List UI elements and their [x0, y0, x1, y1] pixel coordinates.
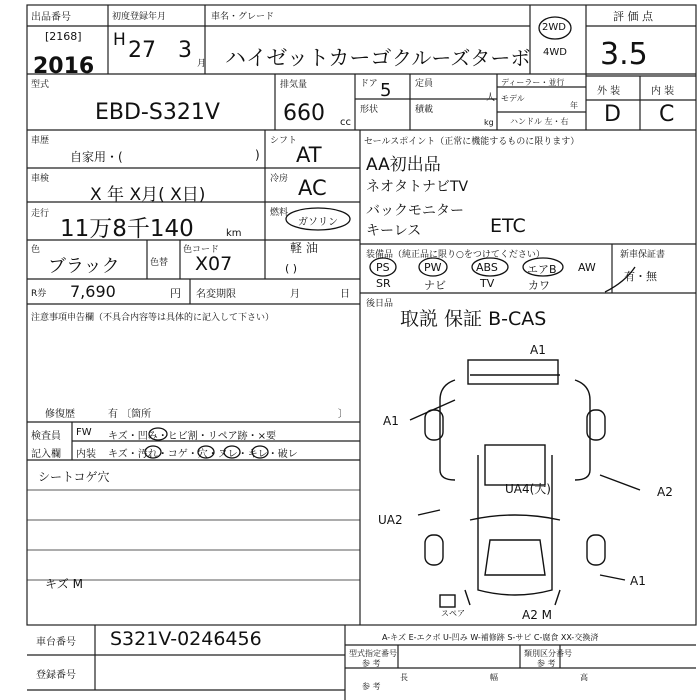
- drive-2wd: 2WD: [542, 22, 566, 33]
- capacity-unit: 人: [486, 93, 496, 103]
- first-reg-month: 3: [178, 38, 192, 63]
- ac-label: 冷房: [270, 174, 289, 184]
- shift: AT: [296, 143, 322, 167]
- warranty-value: 有・無: [624, 270, 657, 283]
- color-code: X07: [195, 253, 233, 275]
- sales-line-2: ネオタトナビTV: [366, 179, 469, 195]
- car-name: ハイゼットカーゴ: [225, 46, 392, 70]
- memo-2: キズ M: [45, 577, 83, 591]
- damage-legend: A-キズ E-エクボ U-凹み W-補修跡 S-サビ C-腐食 XX-交換済: [382, 633, 599, 642]
- km-unit: km: [226, 228, 242, 239]
- inspector-label: 検査員: [31, 431, 61, 442]
- shape-label: 形状: [360, 105, 379, 115]
- history-close: ): [255, 148, 260, 162]
- reg-label: 登録番号: [36, 670, 76, 681]
- model-year-unit: 年: [570, 101, 578, 110]
- equip-airbag: エアB: [527, 263, 557, 276]
- title-month-unit: 月: [290, 289, 300, 300]
- later-label: 後日品: [366, 299, 394, 309]
- load-unit: kg: [484, 118, 494, 127]
- entry-label: 記入欄: [31, 449, 61, 460]
- model: EBD-S321V: [95, 100, 220, 125]
- diagram-label-left: A1: [383, 414, 399, 428]
- first-reg-year: 27: [128, 38, 156, 63]
- color-code-label: 色コード: [183, 245, 220, 255]
- type-spec-ref: 参 考: [362, 659, 381, 668]
- fuel-label: 燃料: [270, 208, 289, 218]
- drive-4wd: 4WD: [543, 47, 567, 58]
- grade: クルーズターボ: [392, 46, 531, 70]
- exterior-grade: D: [604, 102, 621, 127]
- score: 3.5: [600, 37, 648, 72]
- equip-leather: カワ: [528, 279, 550, 292]
- recycle-value: 7,690: [70, 282, 116, 301]
- lot-sub: [2168]: [45, 30, 82, 43]
- mileage-label: 走行: [31, 209, 50, 219]
- inspector-row2: キズ・汚れ・コゲ・穴・ヌレ・キレ・破レ: [108, 449, 298, 460]
- displacement: 660: [283, 101, 325, 126]
- notes-label: 注意事項申告欄（不具合内容等は具体的に記入して下さい）: [31, 313, 275, 323]
- sales-line-4: キーレス: [366, 223, 422, 239]
- fw-label: FW: [76, 427, 92, 438]
- repair-close: 〕: [338, 409, 348, 420]
- recycle-label: R券: [31, 289, 47, 299]
- lot-number: 2016: [33, 54, 95, 79]
- interior-row-label: 内装: [76, 449, 96, 460]
- displacement-label: 排気量: [280, 80, 308, 90]
- repair-label: 修復歴: [45, 409, 75, 420]
- ac: AC: [298, 176, 327, 200]
- title-label: 名変期限: [196, 289, 236, 300]
- interior-grade: C: [659, 102, 675, 127]
- model-year-label: モデル: [501, 94, 525, 103]
- title-day-unit: 日: [340, 289, 350, 300]
- exterior-label: 外 装: [597, 86, 621, 97]
- doors-label: ドア: [360, 79, 378, 89]
- equip-navi: ナビ: [424, 279, 446, 292]
- equip-pw: PW: [424, 261, 442, 274]
- lot-label: 出品番号: [31, 12, 71, 23]
- inspection-value: X 年 X月( X日): [90, 185, 206, 205]
- diagram-label-lower-left: UA2: [378, 513, 403, 527]
- fuel-light-oil: 軽 油: [290, 241, 318, 255]
- equip-ps: PS: [376, 261, 390, 274]
- diagram-label-right: A2: [657, 485, 673, 499]
- sales-line-1: AA初出品: [366, 155, 441, 175]
- fuel-paren: ( ): [285, 262, 298, 275]
- class-ref: 参 考: [537, 659, 556, 668]
- car-name-label: 車名・グレード: [211, 12, 275, 22]
- color-no-label: 色替: [150, 258, 169, 268]
- sales-line-5: ETC: [490, 215, 526, 237]
- history-value: 自家用・(: [70, 150, 123, 164]
- month-unit: 月: [197, 59, 207, 69]
- first-reg-era: H: [113, 30, 126, 50]
- model-label: 型式: [31, 80, 50, 90]
- height-label: 高: [580, 673, 588, 682]
- fuel-gas: ガソリン: [298, 217, 338, 228]
- diagram-label-bottom: A2 M: [522, 608, 553, 622]
- class-label: 類別区分番号: [524, 649, 572, 658]
- diagram-label-top: A1: [530, 343, 546, 357]
- yen-unit: 円: [170, 287, 181, 300]
- color-label: 色: [31, 245, 41, 255]
- sales-label: セールスポイント（正常に機能するものに限ります）: [364, 137, 580, 147]
- capacity-label: 定員: [415, 79, 434, 89]
- cc-unit: cc: [340, 117, 351, 128]
- handle-label: ハンドル 左・右: [510, 117, 569, 126]
- spare-label: スペア: [441, 609, 465, 618]
- repair-value: 有 〔箇所: [108, 409, 152, 420]
- history-label: 車歴: [31, 136, 50, 146]
- mileage: 11万8千140: [60, 216, 194, 242]
- dim-ref: 参 考: [362, 682, 381, 691]
- equip-abs: ABS: [476, 261, 498, 274]
- chassis-number: S321V-0246456: [110, 628, 262, 650]
- inspection-label: 車検: [31, 174, 50, 184]
- equip-tv: TV: [480, 277, 495, 290]
- doors: 5: [380, 80, 392, 101]
- dealer-label: ディーラー・並行: [501, 78, 565, 87]
- type-spec-label: 型式指定番号: [349, 649, 397, 658]
- memo-1: シートコゲ穴: [38, 470, 110, 484]
- chassis-label: 車台番号: [36, 637, 76, 648]
- inspector-row1: キズ・凹み・ヒビ割・リペア跡・×要: [108, 431, 276, 442]
- later-items: 取説 保証 B-CAS: [400, 308, 547, 330]
- color: ブラック: [48, 256, 120, 277]
- warranty-label: 新車保証書: [620, 250, 666, 260]
- equip-aw: AW: [578, 261, 596, 274]
- score-label: 評 価 点: [613, 10, 653, 23]
- width-label: 幅: [490, 673, 498, 682]
- length-label: 長: [400, 673, 408, 682]
- diagram-label-lower-right: A1: [630, 574, 646, 588]
- load-label: 積載: [415, 105, 434, 115]
- shift-label: シフト: [270, 136, 298, 146]
- sales-line-3: バックモニター: [366, 203, 464, 219]
- first-reg-label: 初度登録年月: [112, 12, 167, 22]
- diagram-label-center: UA4(大): [505, 482, 551, 496]
- interior-label: 内 装: [651, 86, 675, 97]
- equipment-label: 装備品（純正品に限り○をつけてください）: [366, 250, 545, 260]
- equip-sr: SR: [376, 277, 391, 290]
